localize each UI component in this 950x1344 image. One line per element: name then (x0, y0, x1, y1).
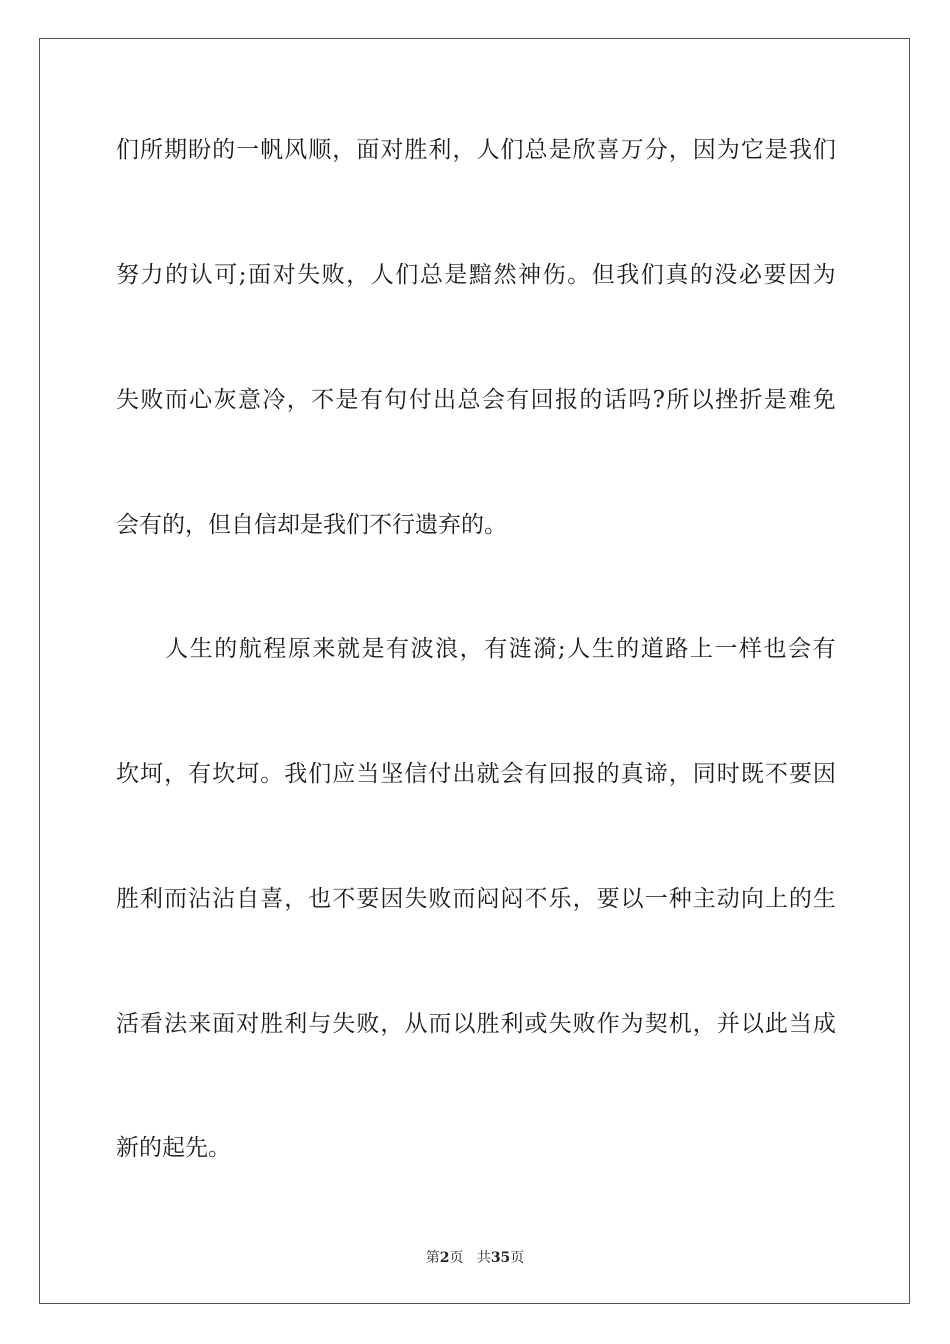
text-char: 有 (188, 761, 212, 787)
text-char: 要 (596, 886, 620, 912)
text-char: 对 (380, 137, 404, 163)
text-char: 不 (311, 387, 335, 413)
text-char: 难 (788, 387, 812, 413)
text-char: 坎 (116, 761, 139, 787)
text-line-6 (116, 759, 836, 789)
text-char: ， (668, 137, 692, 163)
text-char: 同 (692, 761, 716, 787)
text-char: 当 (356, 761, 380, 787)
text-char: ， (284, 886, 308, 912)
text-char: 要 (788, 761, 812, 787)
text-char: 原 (287, 636, 311, 662)
footer-total-pages: 35 (490, 1250, 511, 1266)
text-char: 的 (616, 636, 640, 662)
text-char: 冷 (262, 387, 286, 413)
text-char: 也 (308, 886, 332, 912)
text-char: ， (346, 262, 370, 288)
text-char: 神 (518, 262, 542, 288)
text-char: 报 (555, 387, 579, 413)
text-char (141, 634, 164, 664)
text-char: 不 (524, 886, 548, 912)
text-char: ， (286, 387, 310, 413)
text-char: 真 (620, 761, 644, 787)
text-char: 对 (236, 1011, 260, 1037)
text-char: 有 (484, 636, 508, 662)
text-char: 有 (506, 387, 530, 413)
text-char: 们 (308, 761, 332, 787)
text-char: 可 (214, 262, 238, 288)
text-char: ? (652, 387, 665, 413)
text-char: 付 (408, 387, 432, 413)
text-char: 有 (386, 636, 410, 662)
text-char: 并 (716, 1011, 740, 1037)
text-char: 要 (763, 262, 787, 288)
text-char: 一 (236, 137, 260, 163)
text-char: 此 (764, 1011, 788, 1037)
text-char: 是 (361, 636, 385, 662)
text-char: 胜 (404, 137, 428, 163)
text-char: 真 (665, 262, 689, 288)
text-char: 的 (165, 262, 189, 288)
text-char: 向 (740, 886, 764, 912)
text-char: 但 (591, 262, 615, 288)
text-char: 失 (116, 387, 139, 413)
text-char: 帆 (260, 137, 284, 163)
text-char: ; (238, 262, 247, 288)
text-char: 喜 (260, 886, 284, 912)
text-char: 对 (272, 262, 296, 288)
text-char: 作 (596, 1011, 620, 1037)
text-char: 失 (548, 1011, 572, 1037)
text-char: 会 (481, 387, 505, 413)
text-char: 出 (452, 761, 476, 787)
text-char: 挫 (715, 387, 739, 413)
text-char: 从 (404, 1011, 428, 1037)
text-char: 喜 (596, 137, 620, 163)
text-char: 就 (476, 761, 500, 787)
text-char: 为 (620, 1011, 644, 1037)
text-char: 不 (764, 761, 788, 787)
text-char: 而 (452, 886, 476, 912)
text-char: 人 (370, 262, 394, 288)
text-char: 波 (410, 636, 434, 662)
text-char: 机 (668, 1011, 692, 1037)
text-char: 以 (690, 387, 714, 413)
text-char: 折 (739, 387, 763, 413)
text-char: ， (332, 137, 356, 163)
text-char: 为 (716, 137, 740, 163)
text-char: 动 (716, 886, 740, 912)
text-char: ， (459, 636, 483, 662)
text-char: 灰 (213, 387, 237, 413)
text-char: 一 (644, 886, 668, 912)
text-char: 种 (668, 886, 692, 912)
text-char: ， (164, 761, 188, 787)
text-char: 看 (140, 1011, 164, 1037)
text-char: 败 (356, 1011, 380, 1037)
text-char: 自 (236, 886, 260, 912)
text-char: 涟 (508, 636, 532, 662)
text-line-2 (116, 260, 836, 290)
text-char: 的 (596, 761, 620, 787)
text-char: 要 (356, 886, 380, 912)
text-char: 与 (308, 1011, 332, 1037)
text-char: 沾 (212, 886, 236, 912)
text-line-9: 新的起先。 (116, 1135, 231, 1161)
text-char: 它 (740, 137, 764, 163)
text-char: 伤 (542, 262, 566, 288)
text-char: 人 (476, 137, 500, 163)
text-char: 总 (524, 137, 548, 163)
text-char: 免 (812, 387, 836, 413)
text-char: ， (380, 1011, 404, 1037)
text-char: 会 (788, 636, 812, 662)
text-char: 们 (500, 137, 524, 163)
text-char: 出 (433, 387, 457, 413)
text-char: 上 (689, 636, 713, 662)
footer-total-suffix: 页 (510, 1250, 525, 1266)
text-char: 因 (692, 137, 716, 163)
text-char: 谛 (644, 761, 668, 787)
footer-page-prefix: 第 (425, 1250, 440, 1266)
text-char: ， (668, 761, 692, 787)
text-char: ; (557, 636, 566, 662)
text-char: 活 (116, 1011, 139, 1037)
text-char: 而 (428, 1011, 452, 1037)
text-char: 为 (812, 262, 836, 288)
text-char: 然 (493, 262, 517, 288)
text-char: 漪 (533, 636, 557, 662)
text-char: 利 (284, 1011, 308, 1037)
text-char: 回 (548, 761, 572, 787)
text-char: 总 (457, 387, 481, 413)
text-char: 以 (740, 1011, 764, 1037)
text-char: 时 (716, 761, 740, 787)
text-char: 面 (356, 137, 380, 163)
text-char: 当 (788, 1011, 812, 1037)
text-char: 总 (419, 262, 443, 288)
text-char: 胜 (476, 1011, 500, 1037)
text-char: 样 (738, 636, 762, 662)
text-char: 败 (572, 1011, 596, 1037)
text-char: 成 (812, 1011, 836, 1037)
text-char: 坎 (212, 761, 236, 787)
text-char: 以 (452, 1011, 476, 1037)
text-char: 面 (212, 1011, 236, 1037)
text-char: 利 (140, 886, 164, 912)
text-char: 的 (579, 387, 603, 413)
text-char: 们 (116, 137, 139, 163)
text-char: 败 (140, 387, 164, 413)
text-char: 。 (567, 262, 591, 288)
text-char: 欣 (572, 137, 596, 163)
text-char: 我 (616, 262, 640, 288)
text-char: 认 (189, 262, 213, 288)
text-char: 们 (812, 137, 836, 163)
text-char: 万 (620, 137, 644, 163)
text-char: 浪 (435, 636, 459, 662)
footer-total-prefix: 共 (476, 1250, 491, 1266)
text-char: 来 (312, 636, 336, 662)
text-char: 努 (116, 262, 139, 288)
text-char: 吗 (628, 387, 652, 413)
text-char: 的 (212, 137, 236, 163)
text-char: 分 (644, 137, 668, 163)
footer-page-suffix: 页 (449, 1250, 464, 1266)
text-char: 是 (335, 387, 359, 413)
text-char: 胜 (260, 1011, 284, 1037)
text-char: 也 (763, 636, 787, 662)
text-char: 因 (812, 761, 836, 787)
text-char: 力 (140, 262, 164, 288)
text-char: 一 (714, 636, 738, 662)
text-char: 不 (332, 886, 356, 912)
text-char: 是 (548, 137, 572, 163)
text-char: 是 (444, 262, 468, 288)
text-char: 是 (763, 387, 787, 413)
text-char: 就 (336, 636, 360, 662)
text-char: 生 (812, 886, 836, 912)
text-char: ， (452, 137, 476, 163)
text-char: 有 (812, 636, 836, 662)
text-char: 上 (764, 886, 788, 912)
text-char: 败 (321, 262, 345, 288)
text-char: 是 (764, 137, 788, 163)
text-char: 因 (788, 262, 812, 288)
text-char: 回 (530, 387, 554, 413)
text-char: 有 (524, 761, 548, 787)
text-char: 的 (689, 262, 713, 288)
text-char: 有 (359, 387, 383, 413)
footer-page-number: 2 (439, 1250, 450, 1266)
text-char: 我 (284, 761, 308, 787)
text-char: 乐 (548, 886, 572, 912)
text-char: 胜 (116, 886, 139, 912)
text-char: 航 (238, 636, 262, 662)
text-char: 以 (620, 886, 644, 912)
text-char (116, 634, 139, 664)
text-char: 意 (237, 387, 261, 413)
text-line-7 (116, 884, 836, 914)
page-footer (0, 1247, 950, 1267)
text-char: ， (692, 1011, 716, 1037)
text-char: 闷 (500, 886, 524, 912)
text-char: 应 (332, 761, 356, 787)
text-line-4: 会有的，但自信却是我们不行遗弃的。 (116, 512, 507, 538)
text-char: 程 (263, 636, 287, 662)
text-char: 闷 (476, 886, 500, 912)
text-char: 契 (644, 1011, 668, 1037)
text-char: 坚 (380, 761, 404, 787)
text-char: 没 (714, 262, 738, 288)
text-char: 期 (164, 137, 188, 163)
text-char: 路 (665, 636, 689, 662)
text-char: 沾 (188, 886, 212, 912)
text-char: 们 (640, 262, 664, 288)
text-char: 失 (297, 262, 321, 288)
text-char: 失 (332, 1011, 356, 1037)
text-char: 面 (248, 262, 272, 288)
text-char: 利 (428, 137, 452, 163)
text-line-3 (116, 385, 836, 415)
text-char: 既 (740, 761, 764, 787)
text-char: 们 (395, 262, 419, 288)
text-char: 报 (572, 761, 596, 787)
text-char: 人 (165, 636, 189, 662)
text-char: 生 (591, 636, 615, 662)
text-char: 而 (164, 387, 188, 413)
text-char: 因 (380, 886, 404, 912)
text-char: 主 (692, 886, 716, 912)
text-char: 法 (164, 1011, 188, 1037)
text-char: ， (572, 886, 596, 912)
text-char: 顺 (308, 137, 332, 163)
text-char: 失 (404, 886, 428, 912)
page-border (39, 38, 910, 1304)
text-char: 坷 (236, 761, 260, 787)
text-char: 生 (189, 636, 213, 662)
text-char: 会 (500, 761, 524, 787)
text-char: 的 (214, 636, 238, 662)
text-char: 或 (524, 1011, 548, 1037)
text-char: 必 (738, 262, 762, 288)
text-line-5 (116, 634, 836, 664)
text-char: 心 (189, 387, 213, 413)
text-char: 人 (567, 636, 591, 662)
text-char: 盼 (188, 137, 212, 163)
text-char: 来 (188, 1011, 212, 1037)
text-char: 坷 (140, 761, 164, 787)
text-line-8 (116, 1009, 836, 1039)
text-char: 信 (404, 761, 428, 787)
text-line-1 (116, 135, 836, 165)
text-char: 句 (384, 387, 408, 413)
text-char: 所 (666, 387, 690, 413)
text-char: 所 (140, 137, 164, 163)
text-char: 利 (500, 1011, 524, 1037)
text-char: 黯 (468, 262, 492, 288)
text-char: 而 (164, 886, 188, 912)
text-char: 道 (640, 636, 664, 662)
text-char: 的 (788, 886, 812, 912)
text-char: 。 (260, 761, 284, 787)
text-char: 风 (284, 137, 308, 163)
text-char: 付 (428, 761, 452, 787)
text-char: 话 (603, 387, 627, 413)
text-char: 我 (788, 137, 812, 163)
text-char: 败 (428, 886, 452, 912)
